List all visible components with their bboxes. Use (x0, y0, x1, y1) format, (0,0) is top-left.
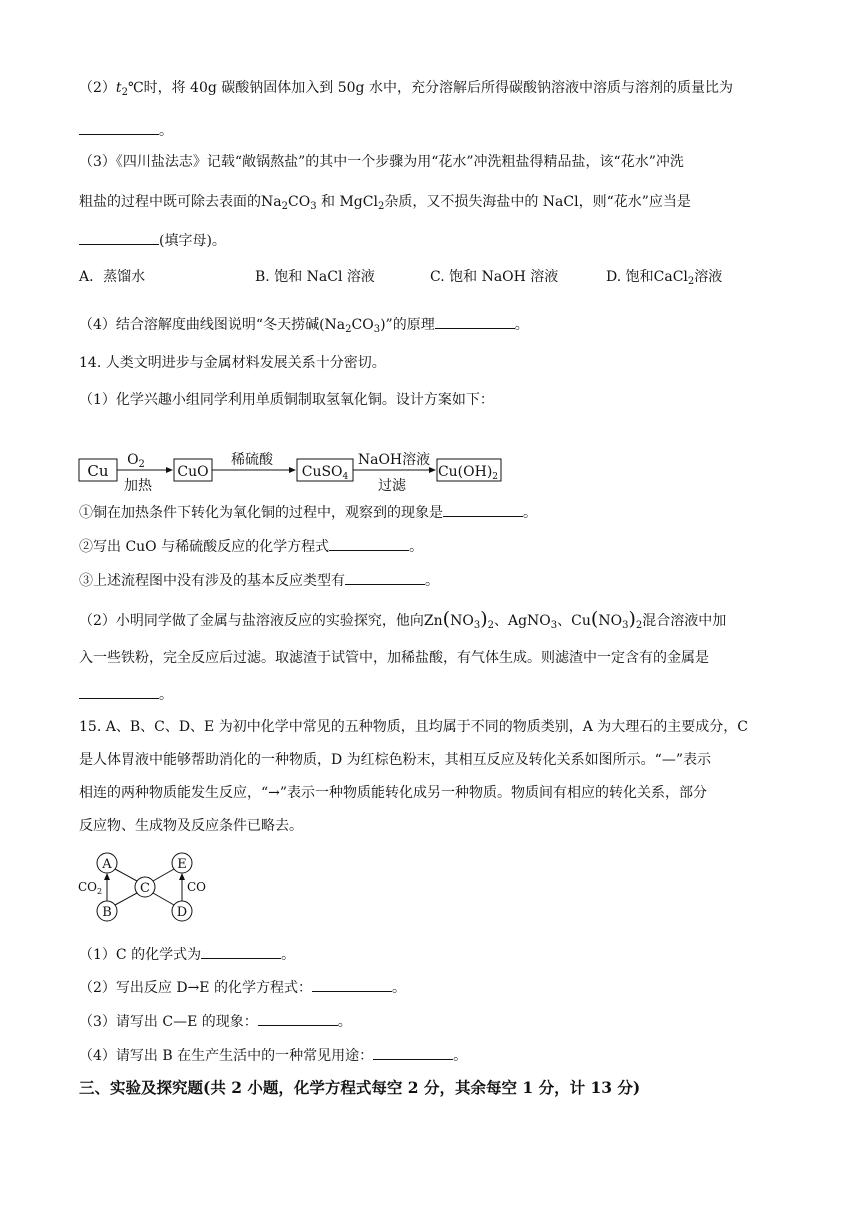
q13-part3-line3 (79, 230, 226, 251)
q15-line1: 15. A、B、C、D、E 为初中化学中常见的五种物质，且均属于不同的物质类别，A 为大理石的主要成分，C (79, 719, 748, 735)
flow-box-cu-label: Cu (87, 462, 109, 480)
answer-blank[interactable] (329, 536, 409, 551)
answer-blank[interactable] (312, 977, 392, 992)
period: 。 (337, 1014, 352, 1030)
flow-arrow-2-top: 稀硫酸 (231, 452, 273, 468)
q13-part2-line2 (79, 120, 173, 141)
temp-t-sub: 2 (121, 87, 128, 98)
formula-na2co3: $Na_2CO_3$ (261, 194, 317, 212)
formula-agno3: AgNO$_3$ (507, 613, 558, 631)
flow-arrow-2-head (289, 467, 296, 473)
q13-part4 (79, 314, 529, 335)
formula-cu-no3-2: $Cu(NO_3)_2$ (571, 608, 643, 631)
option-b: B. 饱和 NaCl 溶液 (255, 269, 375, 285)
option-c: C. 饱和 NaOH 溶液 (430, 269, 559, 285)
q14-part2-line3 (79, 684, 173, 705)
label-co2: $CO_2$ (78, 880, 103, 896)
section-3-heading: 三、实验及探究题(共 2 小题，化学方程式每空 2 分，其余每空 1 分，计 13 分) (79, 1078, 641, 1097)
period: 。 (391, 980, 406, 996)
answer-blank[interactable] (443, 502, 523, 517)
q14-sub3-text: ③上述流程图中没有涉及的基本反应类型有 (79, 573, 345, 589)
q14-part1: （1）化学兴趣小组同学利用单质铜制取氢氧化铜。设计方案如下： (79, 392, 494, 408)
q15-sub3-text: （3）请写出 C—E 的现象： (79, 1014, 258, 1030)
q15-sub1-text: （1）C 的化学式为 (79, 947, 202, 963)
q14-sub2 (79, 536, 423, 557)
flow-arrow-3-top: NaOH溶液 (357, 452, 431, 468)
q15-sub4 (79, 1045, 467, 1066)
q14-title: 14. 人类文明进步与金属材料发展关系十分密切。 (79, 355, 386, 371)
formula-na2co3: $Na_2CO_3$ (324, 317, 381, 335)
q15-sub3 (79, 1011, 352, 1032)
fill-letter-hint: (填字母)。 (159, 233, 226, 249)
q14-sub3 (79, 570, 439, 591)
formula-zn-no3-2: $Zn(NO_3)_2$ (423, 608, 494, 631)
node-a-label: A (102, 857, 112, 872)
answer-blank[interactable] (79, 120, 159, 135)
period: 。 (453, 1048, 468, 1064)
q14-part2-line2: 入一些铁粉，完全反应后过滤。取滤渣于试管中，加稀盐酸，有气体生成。则滤渣中一定含有的金属是 (79, 650, 709, 666)
and-word: 和 (316, 194, 340, 210)
flow-box-cuso4-label: CuSO$_4$ (301, 464, 349, 482)
period: 。 (425, 573, 439, 589)
q15-line4: 反应物、生成物及反应条件已略去。 (79, 818, 303, 834)
formula-mgcl2: MgCl$_2$ (339, 194, 385, 212)
option-a: A．蒸馏水 (79, 269, 146, 285)
flow-box-cuo-label: CuO (177, 464, 209, 480)
q13-p2-text: ℃时，将 40g 碳酸钠固体加入到 50g 水中，充分溶解后所得碳酸钠溶液中溶质与溶剂的质量比为 (127, 80, 733, 96)
q14-p2-text-b: 混合溶液中加 (642, 613, 727, 629)
q15-sub2-text: （2）写出反应 D→E 的化学方程式： (79, 980, 312, 996)
q14-sub1 (79, 502, 537, 523)
relation-diagram (76, 849, 216, 925)
answer-blank[interactable] (79, 684, 159, 699)
flow-arrow-1-top: $O_2$ (127, 452, 145, 470)
formula-cacl2: CaCl$_2$ (653, 269, 695, 287)
node-d-label: D (176, 905, 188, 920)
label-co: CO (187, 880, 207, 894)
period: 。 (281, 947, 296, 963)
node-c-label: C (140, 881, 150, 896)
q15-line2: 是人体胃液中能够帮助消化的一种物质，D 为红棕色粉末，其相互反应及转化关系如图所示。“—”表示 (79, 752, 711, 768)
answer-blank[interactable] (435, 314, 515, 329)
q13-part3-line2 (79, 192, 691, 212)
flow-diagram (78, 444, 518, 494)
flow-arrow-1-bottom: 加热 (124, 478, 152, 494)
option-d: D. 饱和CaCl$_2$溶液 (606, 269, 723, 287)
answer-blank[interactable] (79, 230, 159, 245)
period: 。 (523, 505, 537, 521)
node-b-label: B (102, 905, 112, 920)
node-e-label: E (177, 857, 187, 872)
edge-b-c (115, 893, 137, 905)
answer-blank[interactable] (201, 944, 281, 959)
q13-p4-text-b: )”的原理 (380, 317, 435, 333)
q15-sub1 (79, 944, 295, 965)
q13-part3-line1: （3）《四川盐法志》记载“敞锅熬盐”的其中一个步骤为用“花水”冲洗粗盐得精品盐，该“花水”冲洗 (79, 154, 684, 170)
period: 。 (159, 123, 173, 139)
temp-t: t (115, 80, 122, 96)
separator: 、 (557, 613, 572, 629)
q14-part2-line1 (79, 609, 726, 631)
q13-part2-line1 (79, 78, 733, 98)
q15-sub2 (79, 977, 406, 998)
arrow-d-e-head (179, 873, 185, 880)
q14-p2-text-a: （2）小明同学做了金属与盐溶液反应的实验探究，他向 (79, 613, 424, 629)
separator: 、 (493, 613, 508, 629)
q14-sub2-text: ②写出 CuO 与稀硫酸反应的化学方程式 (79, 539, 330, 555)
period: 。 (409, 539, 424, 555)
q14-sub1-text: ①铜在加热条件下转化为氧化铜的过程中，观察到的现象是 (79, 505, 443, 521)
q13-p4-text-a: （4）结合溶解度曲线图说明“冬天捞碱( (79, 317, 325, 333)
q13-p3-text-a: 粗盐的过程中既可除去表面的 (79, 194, 261, 210)
q13-p3-text-b: 杂质，又不损失海盐中的 NaCl，则“花水”应当是 (384, 194, 691, 210)
period: 。 (159, 687, 173, 703)
edge-a-c (115, 869, 137, 881)
answer-blank[interactable] (345, 570, 425, 585)
flow-arrow-3-bottom: 过滤 (378, 478, 406, 494)
edge-d-c (153, 893, 174, 905)
flow-arrow-1-head (166, 467, 173, 473)
q15-line3: 相连的两种物质能发生反应，“→”表示一种物质能转化成另一种物质。物质间有相应的转化关系，部分 (79, 785, 708, 801)
q13-p2-prefix: （2） (79, 80, 116, 96)
period: 。 (514, 317, 529, 333)
edge-e-c (153, 869, 174, 881)
answer-blank[interactable] (373, 1045, 453, 1060)
q15-sub4-text: （4）请写出 B 在生产生活中的一种常见用途： (79, 1048, 374, 1064)
flow-box-cuoh2-label: $Cu(OH)_2$ (437, 464, 499, 482)
answer-blank[interactable] (258, 1011, 338, 1026)
arrow-b-a-head (104, 873, 110, 880)
